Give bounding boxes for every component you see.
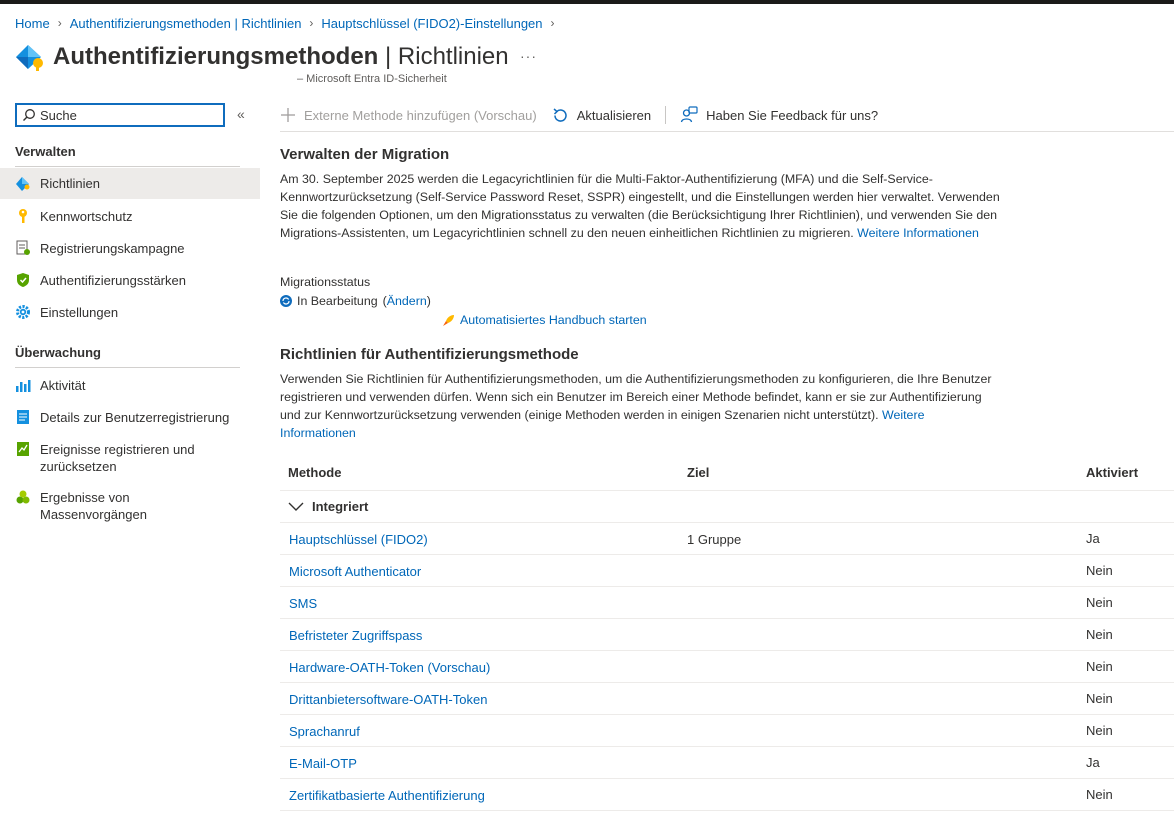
- collapse-sidebar-button[interactable]: «: [237, 106, 245, 122]
- enabled-cell: Nein: [1086, 787, 1113, 802]
- sidebar-item-label: Authentifizierungsstärken: [40, 273, 186, 288]
- sync-status-icon: [280, 295, 292, 307]
- divider: [15, 166, 240, 167]
- table-row[interactable]: [280, 651, 1174, 683]
- page-header: [15, 42, 509, 72]
- page-title: Authentifizierungsmethoden | Richtlinien: [53, 43, 509, 70]
- table-row[interactable]: [280, 715, 1174, 747]
- method-link[interactable]: Hauptschlüssel (FIDO2): [289, 532, 428, 547]
- enabled-cell: Ja: [1086, 531, 1100, 546]
- migration-more-info-link[interactable]: Weitere Informationen: [857, 226, 979, 240]
- enabled-cell: Nein: [1086, 563, 1113, 578]
- change-status-link[interactable]: Ändern: [386, 294, 427, 308]
- registration-form-icon: [15, 240, 31, 256]
- sidebar-item-label: Einstellungen: [40, 305, 119, 320]
- breadcrumb: [15, 14, 563, 32]
- enabled-cell: Nein: [1086, 691, 1113, 706]
- divider: [280, 810, 1174, 811]
- group-icon: [15, 489, 31, 505]
- sidebar-item-bulk-results[interactable]: [0, 489, 260, 523]
- breadcrumb-auth-methods[interactable]: Authentifizierungsmethoden | Richtlinien: [69, 15, 302, 31]
- sidebar-item-user-registration-details[interactable]: [0, 409, 260, 426]
- feedback-person-icon: [680, 106, 698, 124]
- sidebar-item-settings[interactable]: [0, 304, 260, 321]
- shield-icon: [15, 272, 31, 288]
- sidebar-item-label: Details zur Benutzerregistrierung: [40, 410, 230, 425]
- method-link[interactable]: Zertifikatbasierte Authentifizierung: [289, 788, 485, 803]
- enabled-cell: Nein: [1086, 723, 1113, 738]
- method-link[interactable]: SMS: [289, 596, 318, 611]
- sidebar-item-activity[interactable]: [0, 377, 260, 394]
- migration-status-label: Migrationsstatus: [280, 275, 371, 289]
- document-icon: [15, 409, 31, 425]
- method-link[interactable]: E-Mail-OTP: [289, 756, 357, 771]
- rocket-icon: [442, 314, 455, 327]
- divider: [15, 367, 240, 368]
- table-row[interactable]: [280, 619, 1174, 651]
- add-external-method-button[interactable]: Externe Methode hinzufügen (Vorschau): [280, 107, 537, 123]
- gear-icon: [15, 304, 31, 320]
- enabled-cell: Ja: [1086, 755, 1100, 770]
- top-bar: [0, 0, 1174, 4]
- table-row[interactable]: [280, 555, 1174, 587]
- events-log-icon: [15, 441, 31, 457]
- refresh-button[interactable]: Aktualisieren: [552, 107, 651, 124]
- enabled-cell: Nein: [1086, 627, 1113, 642]
- section-manage-heading: Verwalten: [15, 144, 76, 159]
- search-icon: [22, 108, 36, 122]
- sidebar-item-auth-strengths[interactable]: [0, 272, 260, 289]
- sidebar-item-password-protection[interactable]: [0, 208, 260, 225]
- sidebar-item-policies[interactable]: [0, 168, 260, 199]
- divider: [280, 131, 1174, 132]
- page-subtitle: – Microsoft Entra ID-Sicherheit: [297, 73, 447, 85]
- section-monitoring-heading: Überwachung: [15, 345, 101, 360]
- sidebar-item-label: Ereignisse registrieren und zurücksetzen: [40, 442, 195, 474]
- table-row[interactable]: [280, 747, 1174, 779]
- chevron-right-icon: ›: [309, 16, 314, 30]
- column-header-enabled[interactable]: Aktiviert: [1086, 465, 1139, 480]
- diamond-icon: [15, 176, 31, 192]
- more-options-button[interactable]: ···: [520, 48, 537, 64]
- column-header-target[interactable]: Ziel: [687, 465, 710, 480]
- policies-description: Verwenden Sie Richtlinien für Authentifizierungsmethoden, um die Authentifizierungsmethoden zu konfigurieren, die Ihre Benutzer registrieren und verwenden dürfen. Wenn sich ein Benutzer im Bereich einer Methode befindet, kann er sie zur Authentifizierung und zur Kennwortzurücksetzung verwenden (einige Methoden werden in einigen Szenarien nicht unterstützt). Weitere Informationen: [280, 372, 992, 440]
- breadcrumb-fido2-settings[interactable]: Hauptschlüssel (FIDO2)-Einstellungen: [321, 15, 543, 31]
- sidebar-item-register-reset-events[interactable]: [0, 441, 260, 475]
- migration-status-value: In Bearbeitung: [297, 294, 378, 308]
- enabled-cell: Nein: [1086, 659, 1113, 674]
- plus-icon: [280, 107, 296, 123]
- sidebar-item-registration-campaign[interactable]: [0, 240, 260, 257]
- table-row[interactable]: [280, 587, 1174, 619]
- divider: [280, 490, 1174, 491]
- group-header-integrated[interactable]: Integriert: [288, 499, 368, 514]
- table-row[interactable]: [280, 683, 1174, 715]
- chart-icon: [15, 377, 31, 393]
- chevron-right-icon: ›: [550, 16, 555, 30]
- refresh-icon: [552, 107, 569, 124]
- sidebar-item-label: Aktivität: [40, 378, 86, 393]
- target-cell: 1 Gruppe: [687, 532, 742, 547]
- migration-heading: Verwalten der Migration: [280, 146, 450, 163]
- migration-status-row: In Bearbeitung ( Ändern ): [280, 292, 1000, 310]
- chevron-right-icon: ›: [57, 16, 62, 30]
- key-icon: [15, 208, 31, 224]
- auth-methods-diamond-icon: [15, 42, 45, 72]
- search-input[interactable]: [40, 108, 210, 123]
- command-bar: [280, 103, 878, 127]
- sidebar-item-label: Registrierungskampagne: [40, 241, 185, 256]
- breadcrumb-home[interactable]: Home: [15, 15, 50, 31]
- migration-description: Am 30. September 2025 werden die Legacyrichtlinien für die Multi-Faktor-Authentifizierung (MFA) und die Self-Service-Kennwortzurücksetzung (Self-Service Password Reset, SSPR) eingestellt, und die Einstellungen werden hier verwaltet. Verwenden Sie die folgenden Optionen, um den Migrationsstatus zu verwalten (die Berücksichtigung Ihrer Richtlinien), und verwenden Sie den Migrations-Assistenten, um Legacyrichtlinien schnell zu den neuen einheitlichen Richtlinien zu migrieren. Weitere Informationen: [280, 172, 1000, 240]
- method-link[interactable]: Hardware-OATH-Token (Vorschau): [289, 660, 491, 675]
- enabled-cell: Nein: [1086, 595, 1113, 610]
- policies-heading: Richtlinien für Authentifizierungsmethode: [280, 346, 579, 363]
- sidebar-item-label: Ergebnisse von Massenvorgängen: [40, 490, 147, 522]
- sidebar-item-label: Kennwortschutz: [40, 209, 133, 224]
- chevron-down-icon: [288, 502, 304, 512]
- search-box[interactable]: [15, 103, 225, 127]
- method-link[interactable]: Microsoft Authenticator: [289, 564, 422, 579]
- method-link[interactable]: Sprachanruf: [289, 724, 360, 739]
- column-header-method[interactable]: Methode: [288, 465, 342, 480]
- sidebar-item-label: Richtlinien: [40, 176, 100, 191]
- table-row[interactable]: [280, 523, 1174, 555]
- policies-more-info-link[interactable]: Weitere Informationen: [280, 408, 925, 440]
- table-row[interactable]: [280, 779, 1174, 811]
- method-link[interactable]: Befristeter Zugriffspass: [289, 628, 423, 643]
- start-playbook-link[interactable]: Automatisiertes Handbuch starten: [442, 311, 742, 329]
- method-link[interactable]: Drittanbietersoftware-OATH-Token: [289, 692, 488, 707]
- divider: [665, 106, 666, 124]
- feedback-button[interactable]: Haben Sie Feedback für uns?: [680, 106, 878, 124]
